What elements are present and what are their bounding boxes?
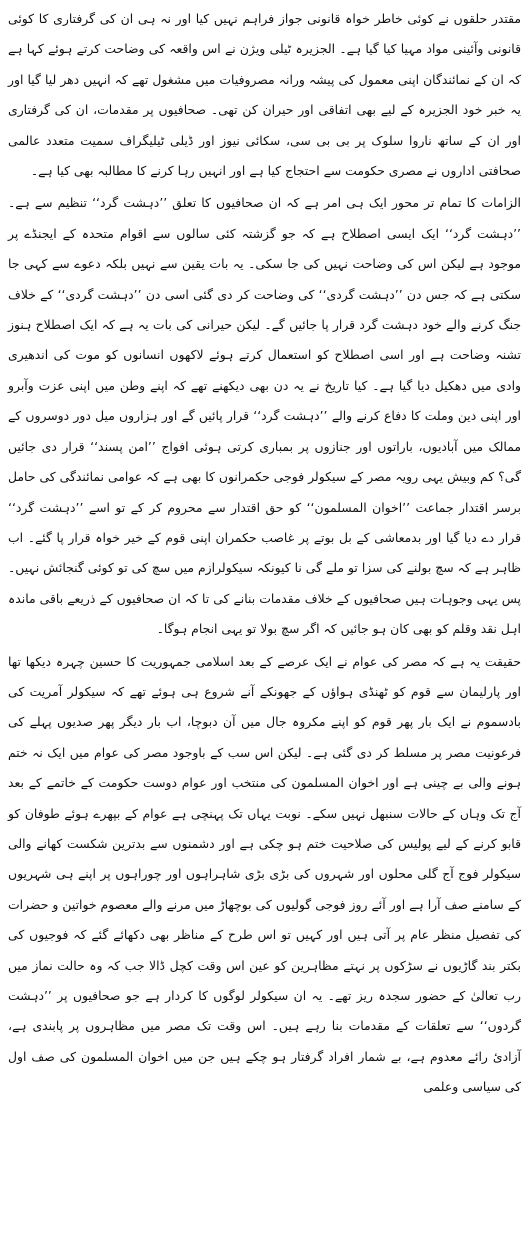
article-paragraph-3: حقیقت یہ ہے کہ مصر کی عوام نے ایک عرصے کے بعد اسلامی جمہوریت کا حسین چہرہ دیکھا تھا اور پارلیمان سے قوم کو ٹھنڈی ہواؤں کے جھونکے آنے شروع ہی ہوئے تھے کہ سیکولر آمریت کی بادسموم نے ایک بار پھر قوم کو اپنے مکروہ جال میں آن دبوچا، اب بار دیگر پھر صدیوں پہلے کی فرعونیت مصر پر مسلط کر دی گئی ہے۔ لیکن اس سب کے باوجود مصر کی عوام میں ایک نہ ختم ہونے والی بے چینی ہے اور اخوان المسلمون کی منتخب اور عوام دوست حکومت کے خاتمے کے بعد آج تک وہاں کے حالات سنبھل نہیں سکے۔ نوبت یہاں تک پہنچی ہے عوام کے بپھرے ہوئے طوفان کو قابو کرنے کے لیے پولیس کی صلاحیت ختم ہو چکی ہے اور دشمنوں سے بدترین شکست کھانے والی سیکولر فوج آج گلی محلوں اور شہروں کی بڑی بڑی شاہراہوں اور چوراہوں پر اپنے ہی شہریوں کے سامنے صف آرا ہے اور آئے روز فوجی گولیوں کی بوچھاڑ میں مرنے والے معصوم خواتین و حضرات کی تفصیل منظر عام پر آتی ہیں اور کہیں تو اس طرح کے مناظر بھی دکھائے گئے کہ فوجیوں کی بکتر بند گاڑیوں نے سڑکوں پر نہتے مظاہرین کو عین اس وقت کچل ڈالا جب کہ وہ حالت نماز میں رب تعالیٰ کے حضور سجدہ ریز تھے۔ یہ ان سیکولر لوگوں کا کردار ہے جو صحافیوں پر ’’دہشت گردوں‘‘ سے تعلقات کے مقدمات بنا رہے ہیں۔ اس وقت تک مصر میں مظاہروں پر پابندی ہے، آزادیٔ رائے معدوم ہے، بے شمار افراد گرفتار ہو چکے ہیں جن میں اخوان المسلمون کی صف اول کی سیاسی وعلمی <box>8 653 521 1095</box>
article-paragraph-2: الزامات کا تمام تر محور ایک ہی امر ہے کہ ان صحافیوں کا تعلق ’’دہشت گرد‘‘ تنظیم سے ہے۔ ’’دہشت گرد‘‘ ایک ایسی اصطلاح ہے کہ جو گزشتہ کئی سالوں سے اقوام متحدہ کے ایجنڈے پر موجود ہے لیکن اس کی وضاحت نہیں کی جا سکی۔ یہ بات یقین سے نہیں بلکہ دعوے سے کہی جا سکتی ہے کہ جس دن ’’دہشت گردی‘‘ کی وضاحت کر دی گئی اسی دن ’’دہشت گردی‘‘ کے خلاف جنگ کرنے والے خود دہشت گرد قرار پا جائیں گے۔ لیکن حیرانی کی بات یہ ہے کہ ایک اصطلاح ہنوز تشنہ وضاحت ہے اور اسی اصطلاح کو استعمال کرتے ہوئے لاکھوں انسانوں کو موت کی اندھیری وادی میں دھکیل دیا گیا ہے۔ کیا تاریخ نے یہ دن بھی دیکھنے تھے کہ اپنے وطن میں اپنی عزت وآبرو اور اپنی دین وملت کا دفاع کرنے والے ’’دہشت گرد‘‘ قرار پائیں گے اور ہزاروں میل دور دوسروں کے ممالک میں آبادیوں، باراتوں اور جنازوں پر بمباری کرتی ہوئی افواج ’’امن پسند‘‘ قرار دی جائیں گی؟ کم وبیش یہی رویہ مصر کے سیکولر فوجی حکمرانوں کا بھی ہے کہ عوامی نمائندگی کی حامل برسر اقتدار جماعت ’’اخوان المسلمون‘‘ کو حق اقتدار سے محروم کر کے تو اسے ’’دہشت گرد‘‘ قرار دے دیا گیا اور بدمعاشی کے بل بوتے پر غاصب حکمران اپنی قوم کے خیر خواہ قرار پا گئے۔ اب ظاہر ہے کہ سچ بولنے کی سزا تو ملے گی نا کیونکہ سیکولرازم میں سچ کی تو کوئی گنجائش نہیں۔ پس یہی وجوہات ہیں صحافیوں کے خلاف مقدمات بنانے کی تا کہ ان صحافیوں کے ذریعے باقی ماندہ اہل نقد وقلم کو بھی کان ہو جائیں کہ اگر سچ بولا تو یہی انجام ہوگا۔ <box>8 195 521 637</box>
article-paragraph-1: مقتدر حلقوں نے کوئی خاطر خواہ قانونی جواز فراہم نہیں کیا اور نہ ہی ان کی گرفتاری کا کوئی قانونی وآئینی مواد مہیا کیا گیا ہے۔ الجزیرہ ٹیلی ویژن نے اس واقعہ کی وضاحت کرتے ہوئے کہا ہے کہ ان کے نمائندگان اپنی معمول کی پیشہ ورانہ مصروفیات میں مشغول تھے کہ انہیں دھر لیا گیا اور یہ خبر خود الجزیرہ کے لیے بھی اتفاقی اور حیران کن تھی۔ صحافیوں پر مقدمات، ان کی گرفتاری اور ان کے ساتھ ناروا سلوک پر بی بی سی، سکائی نیوز اور ڈیلی ٹیلیگراف سمیت متعدد عالمی صحافتی اداروں نے مصری حکومت سے احتجاج کیا ہے اور انہیں رہا کرنے کا مطالبہ بھی کیا ہے۔ <box>8 11 521 179</box>
